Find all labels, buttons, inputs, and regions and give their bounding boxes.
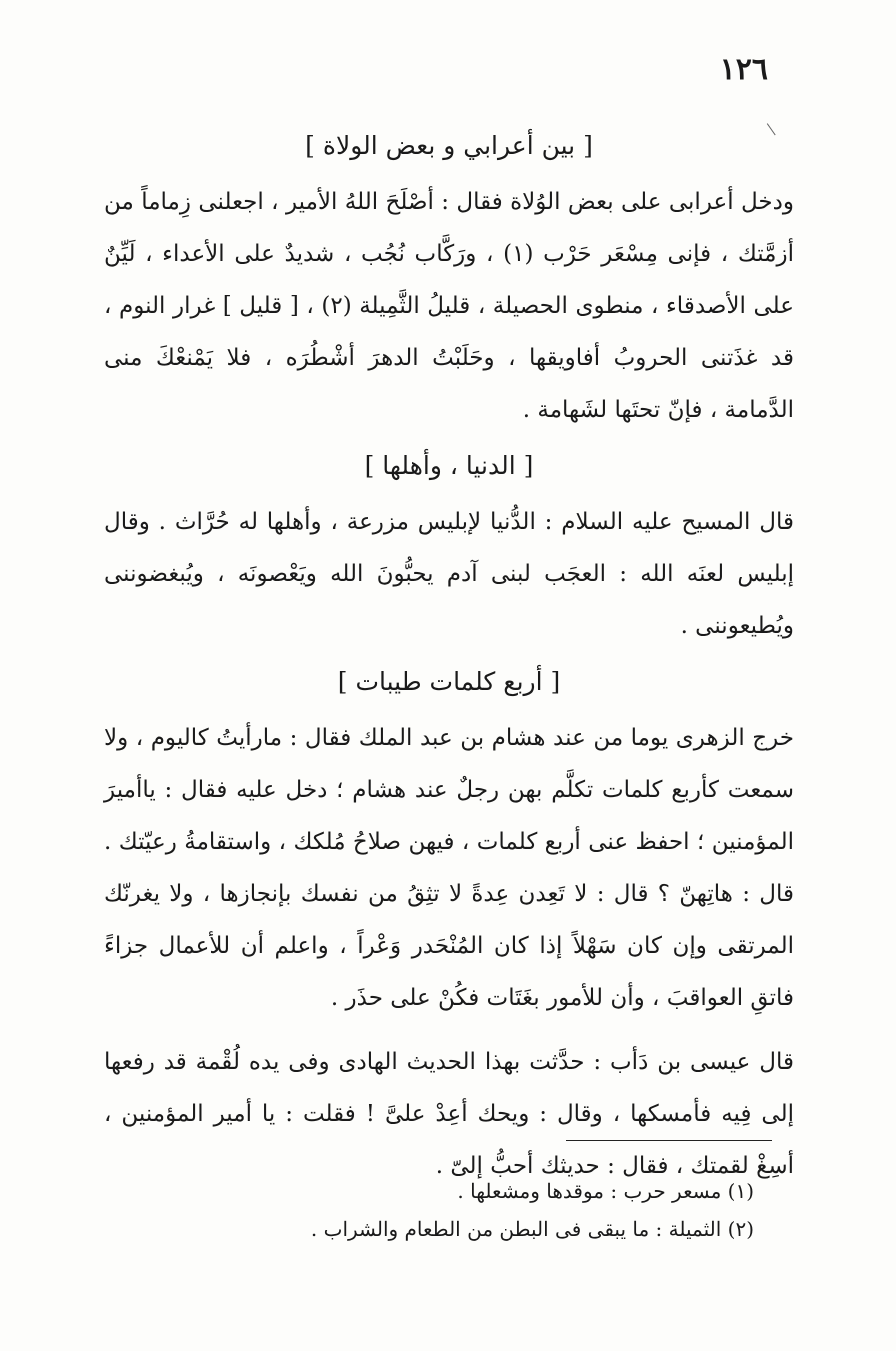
footnote-2: (٢) الثميلة : ما يبقى فى البطن من الطعام والشراب . [310, 1217, 754, 1241]
footnotes [104, 1172, 754, 1248]
section-heading-world: [ الدنيا ، وأهلها ] [364, 451, 534, 480]
section-heading-four-words: [ أربع كلمات طيبات ] [337, 667, 561, 696]
paragraph-four-words: خرج الزهرى يوما من عند هشام بن عبد الملك فقال : مارأيتُ كاليوم ، ولا سمعت كأربع كلمات تكلَّم بهن رجلٌ عند هشام ؛ دخل عليه فقال : ياأميرَ المؤمنين ؛ احفظ عنى أربع كلمات ، فيهن صلاحُ مُلكك ، واستقامةُ رعيّتك . قال : هاتِهنّ ؟ قال : لا تَعِدن عِدةً لا تثِقُ من نفسك بإنجازها ، ولا يغرنّك المرتقى وإن كان سَهْلاً إذا كان المُنْحَدر وَعْراً ، واعلم أن للأعمال جزاءً فاتقِ العواقبَ ، وأن للأمور بغَتَات فكُنْ على حذَر . [104, 725, 794, 1011]
footnote-divider [566, 1140, 772, 1141]
footnote-1: (١) مسعر حرب : موقدها ومشعلها . [457, 1179, 754, 1203]
section-heading-bedouin: [ بين أعرابي و بعض الولاة ] [305, 131, 593, 160]
page-body [104, 118, 794, 1192]
paragraph-bedouin: ودخل أعرابى على بعض الوُلاة فقال : أصْلَحَ اللهُ الأمير ، اجعلنى زِماماً من أزمَّتك ، فإنى مِسْعَر حَرْب (١) ، ورَكَّاب نُجُب ، شديدٌ على الأعداء ، لَيِّنٌ على الأصدقاء ، منطوى الحصيلة ، قليلُ الثَّمِيلة (٢) ، [ قليل ] غرار النوم ، قد غذَتنى الحروبُ أفاويقها ، وحَلَبْتُ الدهرَ أشْطُرَه ، فلا يَمْنعْكَ منى الدَّمامة ، فإنّ تحتَها لشَهامة . [104, 189, 794, 423]
page-number: ١٢٦ [719, 52, 768, 87]
paragraph-world: قال المسيح عليه السلام : الدُّنيا لإبليس مزرعة ، وأهلها له حُرَّاث . وقال إبليس لعنَه الله : العجَب لبنى آدم يحبُّونَ الله ويَعْصونَه ، ويُبغضوننى ويُطيعوننى . [104, 509, 794, 639]
paragraph-isa-ibn-dab: قال عيسى بن دَأب : حدَّثت بهذا الحديث الهادى وفى يده لُقْمة قد رفعها إلى فِيه فأمسكها ، وقال : ويحك أعِدْ علىَّ ! فقلت : يا أمير المؤمنين ، أسِغْ لقمتك ، فقال : حديثك أحبُّ إلىّ . [104, 1049, 794, 1179]
